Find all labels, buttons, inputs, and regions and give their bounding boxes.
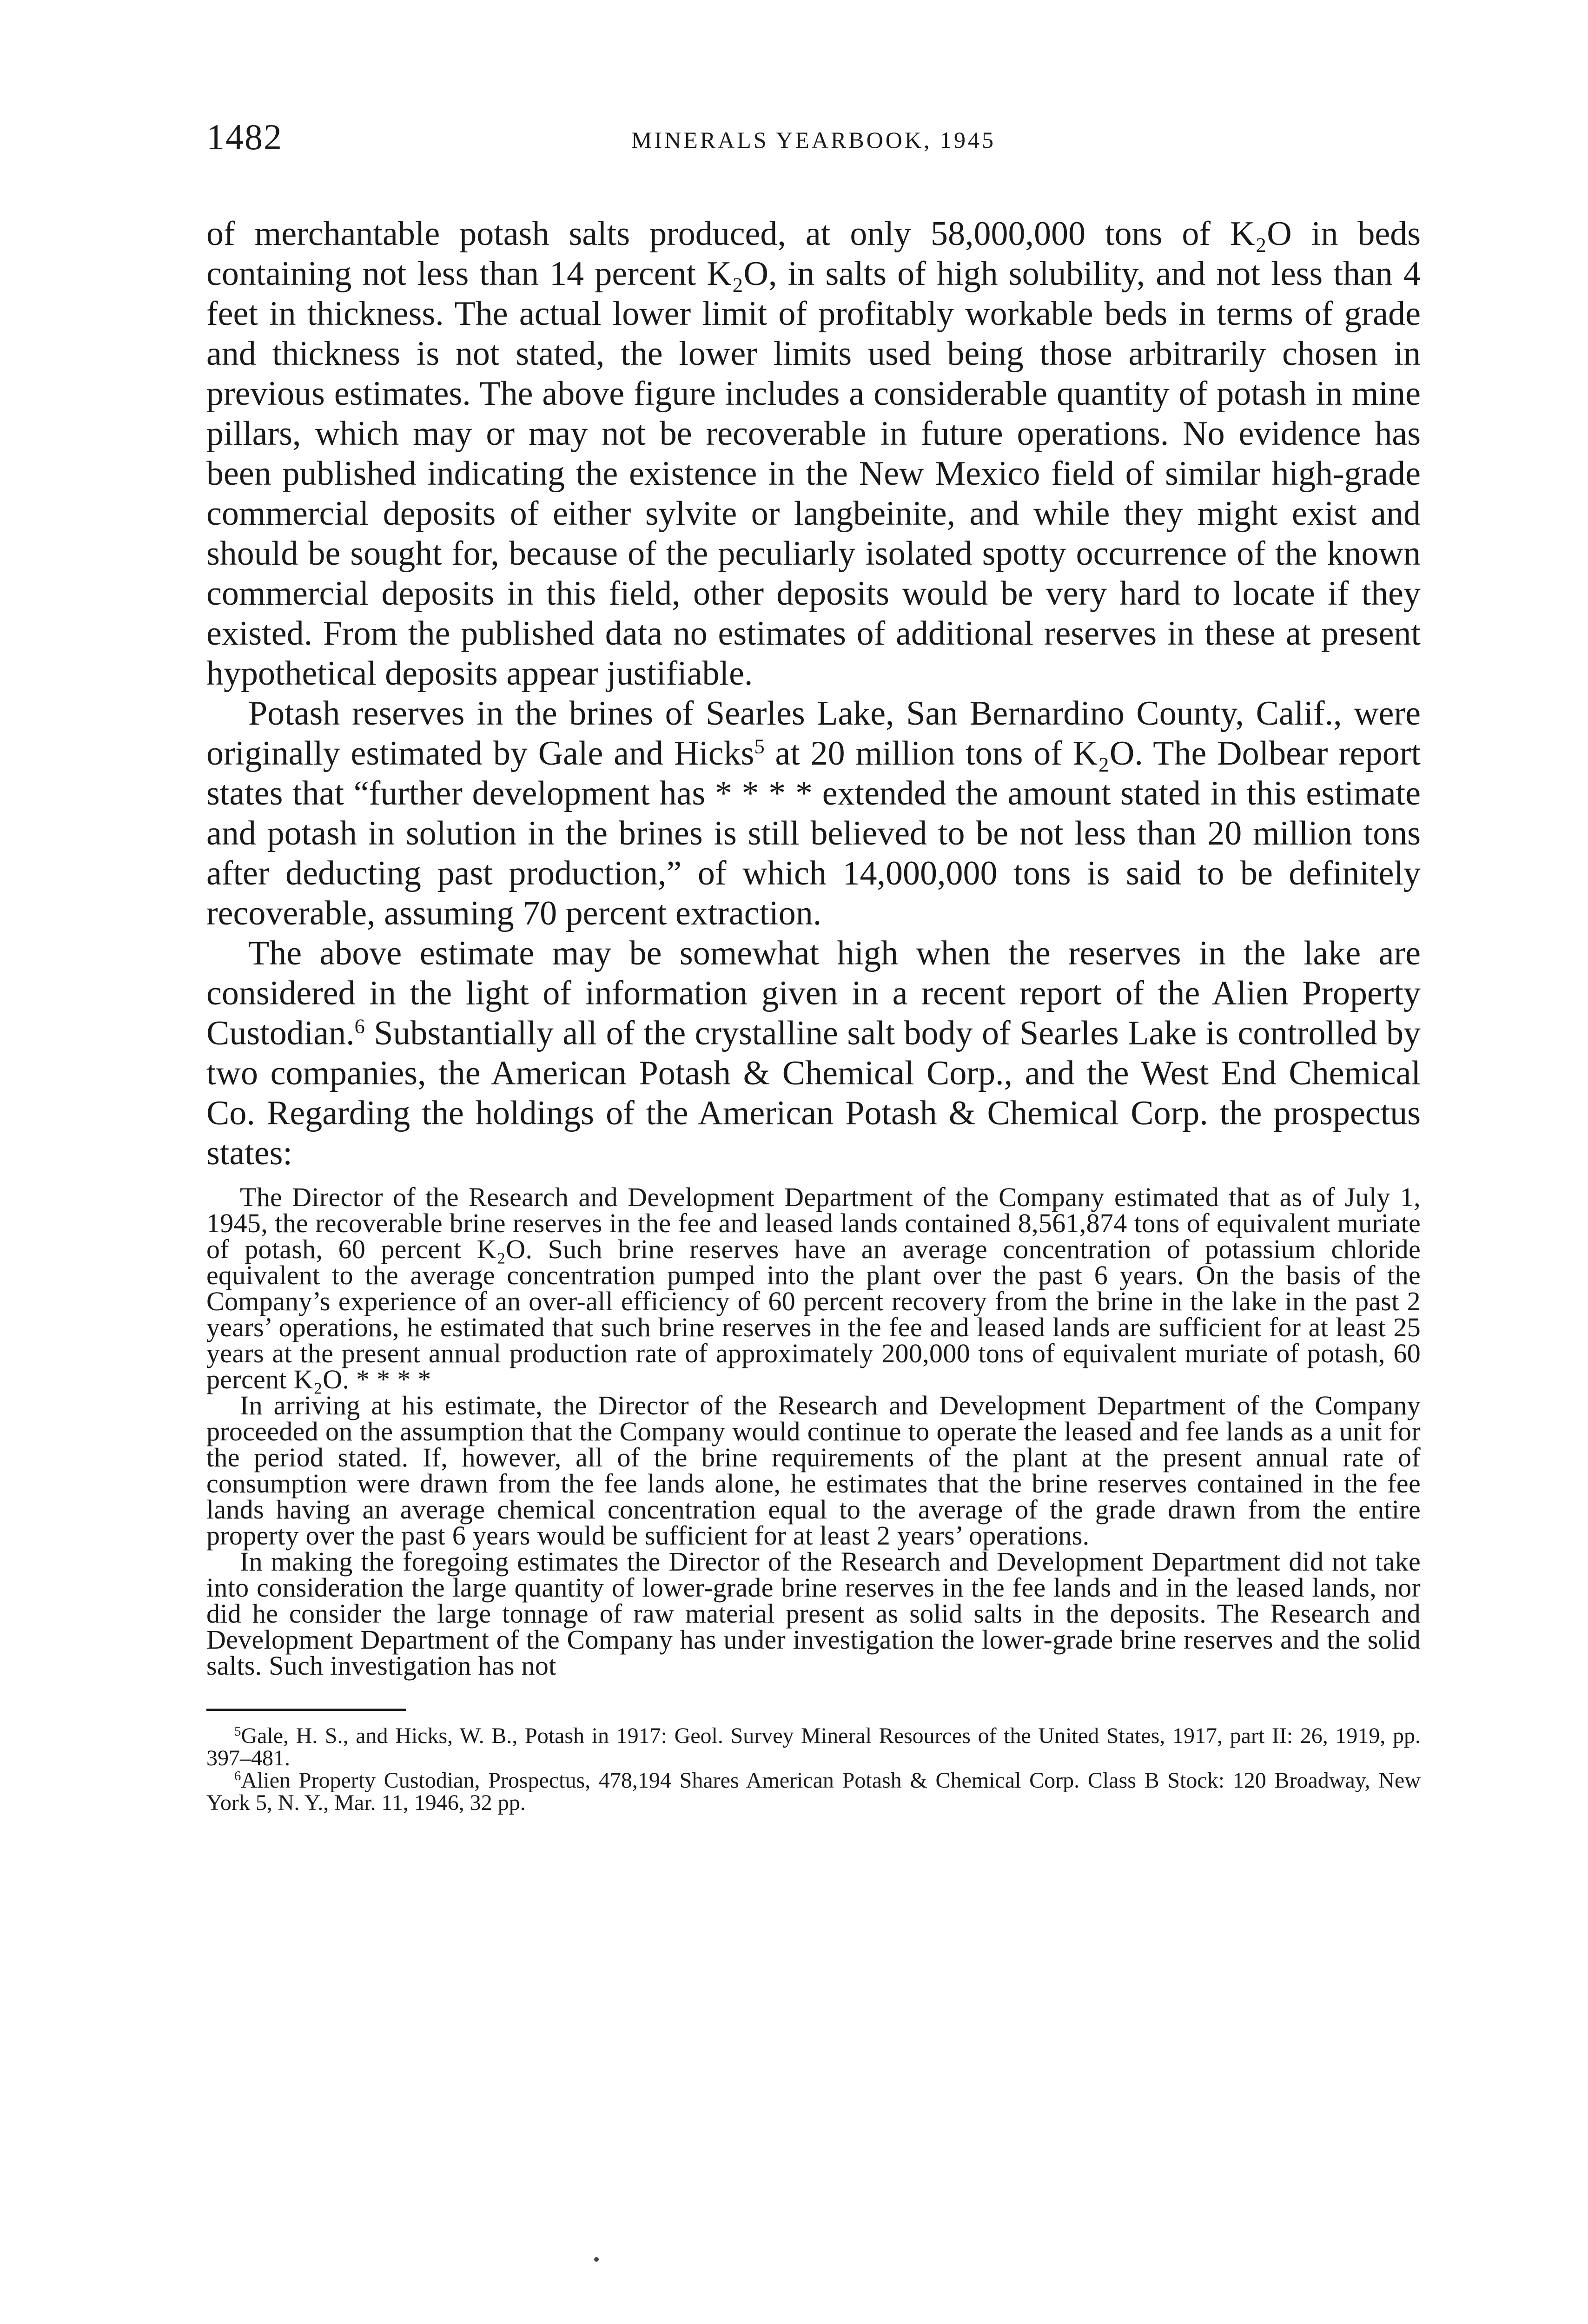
body-paragraph-3-text-b: Substantially all of the crystalline salt body of Searles Lake is controlled by two companies, the American Potash & Chemical Corp., and the West End Chemical Co. Regarding the holdings of the American Potash & Chemical Corp. the prospectus states:: [206, 1014, 1421, 1172]
footnote-divider: [206, 1709, 406, 1711]
block-quote: [206, 1184, 1421, 1679]
footnote-5-mark: 5: [234, 1724, 241, 1739]
body-text: [206, 214, 1421, 1173]
footnote-5-text: Gale, H. S., and Hicks, W. B., Potash in 1917: Geol. Survey Mineral Resources of the United States, 1917, part II: 26, 1919, pp. 397–481.: [206, 1723, 1421, 1770]
footnote-6-text: Alien Property Custodian, Prospectus, 478,194 Shares American Potash & Chemical Corp. Class B Stock: 120 Broadway, New York 5, N. Y., Mar. 11, 1946, 32 pp.: [206, 1768, 1421, 1815]
document-page: [206, 116, 1421, 1814]
running-head: MINERALS YEARBOOK, 1945: [631, 127, 996, 153]
page-number: 1482: [206, 117, 283, 157]
body-paragraph-3: [206, 933, 1421, 1173]
footnote-5: [206, 1725, 1421, 1769]
footnote-ref-6: 6: [354, 1014, 365, 1038]
body-paragraph-2-text-b: at 20 million tons of K₂O. The Dolbear report states that “further development has * * * * extended the amount stated in this estimate and potash in solution in the brines is still believed to be not less than 20 million tons after deducting past production,” of which 14,000,000 tons is said to be definitely recoverable, assuming 70 percent extraction.: [206, 734, 1421, 932]
footnote-6: [206, 1769, 1421, 1814]
body-paragraph-2: [206, 693, 1421, 933]
scan-speck: [594, 2257, 599, 2262]
footnote-6-mark: 6: [234, 1769, 241, 1784]
quote-paragraph-3: In making the foregoing estimates the Director of the Research and Development Department did not take into consideration the large quantity of lower-grade brine reserves in the fee lands and in the leased lands, nor did he consider the large tonnage of raw material present as solid salts in the deposits. The Research and Development Department of the Company has under investigation the lower-grade brine reserves and the solid salts. Such investigation has not: [206, 1546, 1421, 1681]
page-header: [206, 116, 1421, 167]
body-paragraph-2-text-a: Potash reserves in the brines of Searles Lake, San Bernardino County, Calif., were originally estimated by Gale and Hicks: [206, 694, 1421, 772]
footnote-ref-5: 5: [754, 734, 765, 758]
quote-paragraph-2: In arriving at his estimate, the Director of the Research and Development Department of the Company proceeded on the assumption that the Company would continue to operate the leased and fee lands as a unit for the period stated. If, however, all of the brine requirements of the plant at the present annual rate of consumption were drawn from the fee lands alone, he estimates that the brine reserves contained in the fee lands having an average chemical concentration equal to the average of the grade drawn from the entire property over the past 6 years would be sufficient for at least 2 years’ operations.: [206, 1390, 1421, 1551]
body-paragraph-3-text-a: The above estimate may be somewhat high when the reserves in the lake are considered in the light of information given in a recent report of the Alien Property Custodian.: [206, 934, 1421, 1052]
quote-paragraph-1: The Director of the Research and Development Department of the Company estimated that as of July 1, 1945, the recoverable brine reserves in the fee and leased lands contained 8,561,874 tons of equivalent muriate of potash, 60 percent K₂O. Such brine reserves have an average concentration of potassium chloride equivalent to the average concentration pumped into the plant over the past 6 years. On the basis of the Company’s experience of an over-all efficiency of 60 percent recovery from the brine in the lake in the past 2 years’ operations, he estimated that such brine reserves in the fee and leased lands are sufficient for at least 25 years at the present annual production rate of approximately 200,000 tons of equivalent muriate of potash, 60 percent K₂O. * * * *: [206, 1182, 1421, 1394]
footnotes: [206, 1725, 1421, 1814]
body-paragraph-1: of merchantable potash salts produced, at only 58,000,000 tons of K₂O in beds containing not less than 14 percent K₂O, in salts of high solubility, and not less than 4 feet in thickness. The actual lower limit of profitably workable beds in terms of grade and thickness is not stated, the lower limits used being those arbitrarily chosen in previous estimates. The above figure includes a considerable quantity of potash in mine pillars, which may or may not be recoverable in future operations. No evidence has been published indicating the existence in the New Mexico field of similar high-grade commercial deposits of either sylvite or langbeinite, and while they might exist and should be sought for, because of the peculiarly isolated spotty occurrence of the known commercial deposits in this field, other deposits would be very hard to locate if they existed. From the published data no estimates of additional reserves in these at present hypothetical deposits appear justifiable.: [206, 215, 1421, 693]
